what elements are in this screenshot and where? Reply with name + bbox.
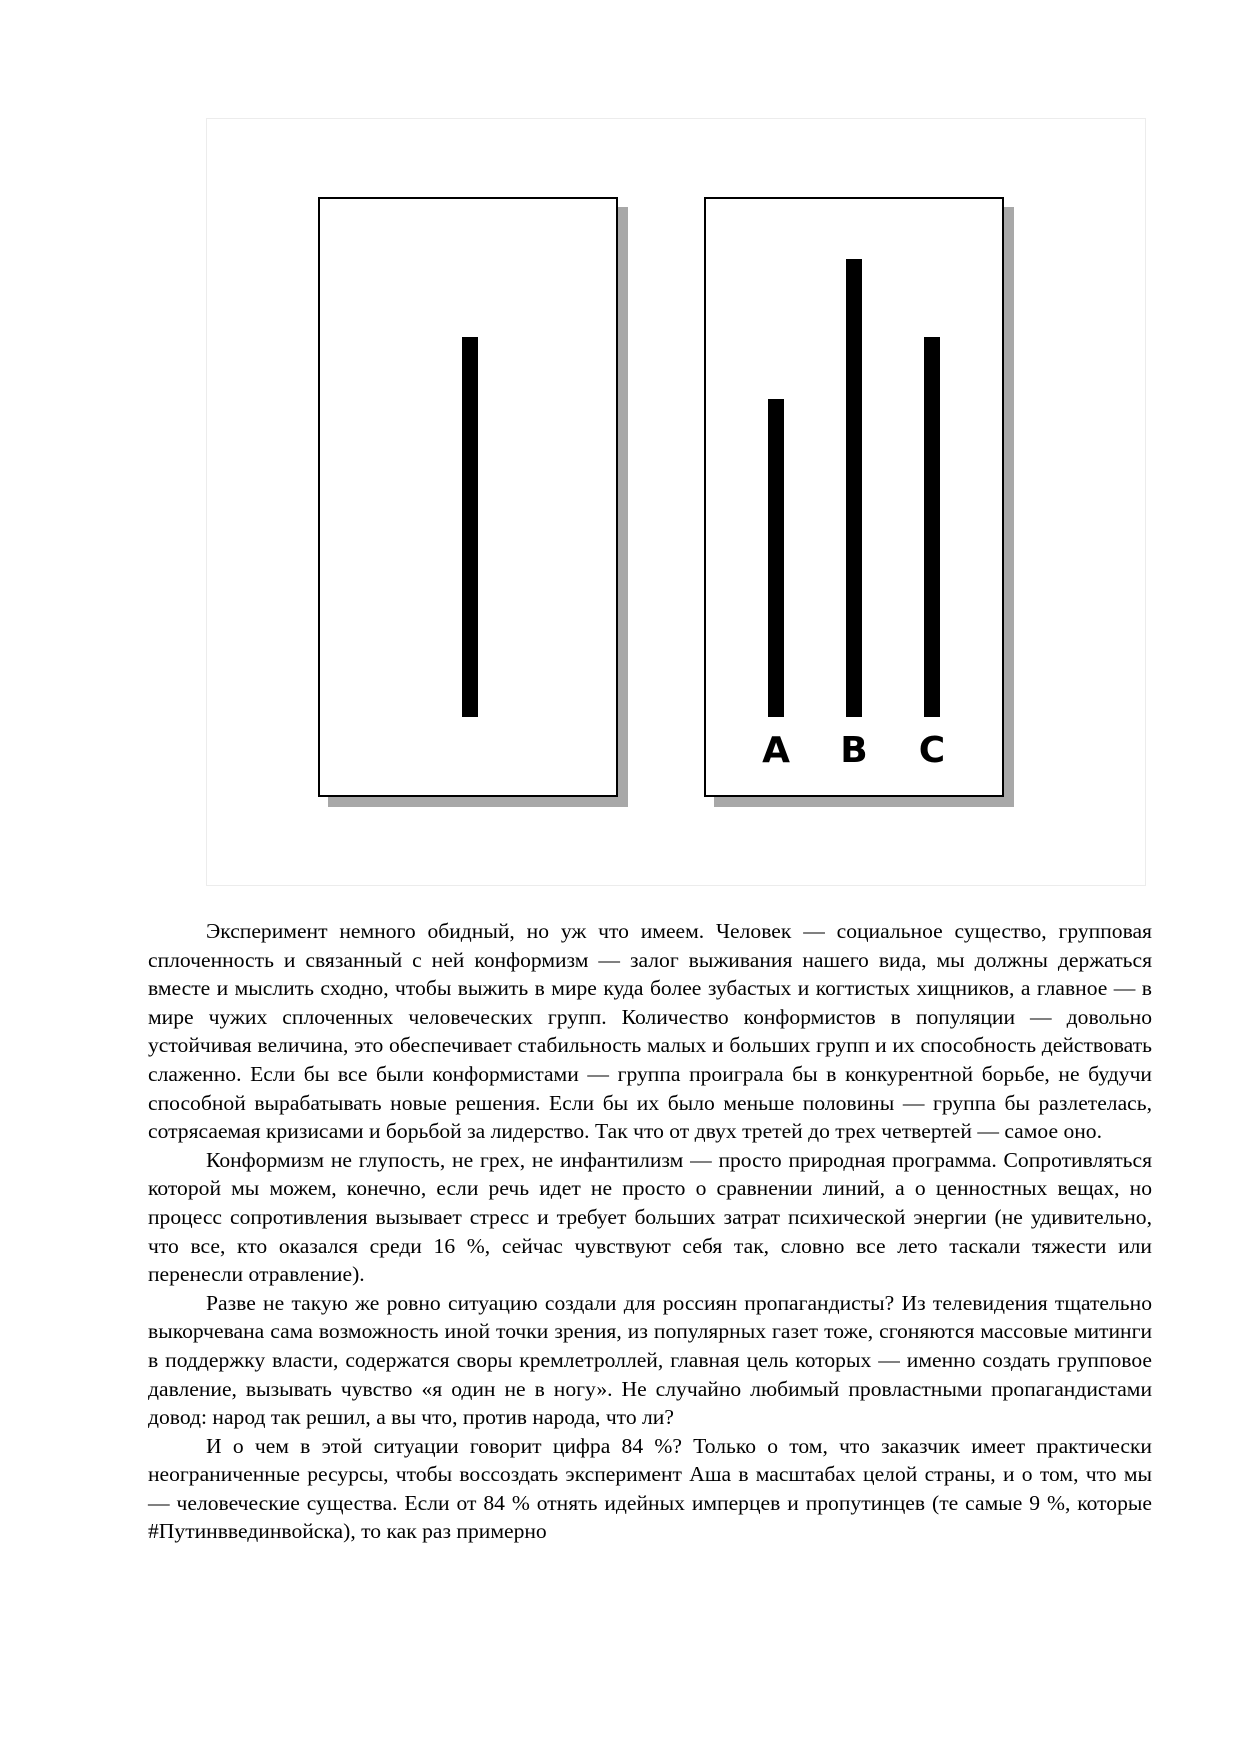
paragraph: И о чем в этой ситуации говорит цифра 84 %? Только о том, что заказчик имеет практически неограниченные ресурсы, чтобы воссоздать эксперимент Аша в масштабах целой страны, и о том, что мы — человеческие существа. Если от 84 % отнять идейных имперцев и пропутинцев (те самые 9 %, которые #Путинввединвойска), то как раз примерно bbox=[148, 1433, 1152, 1544]
paragraph: Эксперимент немного обидный, но уж что имеем. Человек — социальное существо, групповая сплоченность и связанный с ней конформизм — залог выживания нашего вида, мы должны держаться вместе и мыслить сходно, чтобы выжить в мире куда более зубастых и когтистых хищников, а главное — в мире чужих сплоченных человеческих групп. Количество конформистов в популяции — довольно устойчивая величина, это обеспечивает стабильность малых и больших групп и их способность действовать слаженно. Если бы все были конформистами — группа проиграла бы в конкурентной борьбе, не будучи способной вырабатывать новые решения. Если бы их было меньше половины — группа бы разлетелась, сотрясаемая кризисами и борьбой за лидерство. Так что от двух третей до трех четвертей — самое оно. bbox=[148, 919, 1152, 1144]
line-c bbox=[924, 337, 940, 717]
comparison-card bbox=[704, 197, 1004, 797]
paragraph: Конформизм не глупость, не грех, не инфантилизм — просто природная программа. Сопротивляться которой мы можем, конечно, если речь идет не просто о сравнении линий, а о ценностных вещах, но процесс сопротивления вызывает стресс и требует больших затрат психической энергии (не удивительно, что все, кто оказался среди 16 %, сейчас чувствуют себя так, словно все лето таскали тяжести или перенесли отравление). bbox=[148, 1147, 1152, 1287]
reference-card bbox=[318, 197, 618, 797]
line-b bbox=[846, 259, 862, 717]
label-a: A bbox=[762, 730, 790, 771]
label-c: C bbox=[918, 730, 946, 771]
reference-line bbox=[462, 337, 478, 717]
body-text bbox=[148, 917, 1152, 1546]
label-b: B bbox=[840, 730, 868, 771]
line-a bbox=[768, 399, 784, 717]
paragraph: Разве не такую же ровно ситуацию создали для россиян пропагандисты? Из телевидения тщательно выкорчевана сама возможность иной точки зрения, из популярных газет тоже, сгоняются массовые митинги в поддержку власти, содержатся своры кремлетроллей, главная цель которых — именно создать групповое давление, вызывать чувство «я один не в ногу». Не случайно любимый провластными пропагандистами довод: народ так решил, а вы что, против народа, что ли? bbox=[148, 1290, 1152, 1430]
